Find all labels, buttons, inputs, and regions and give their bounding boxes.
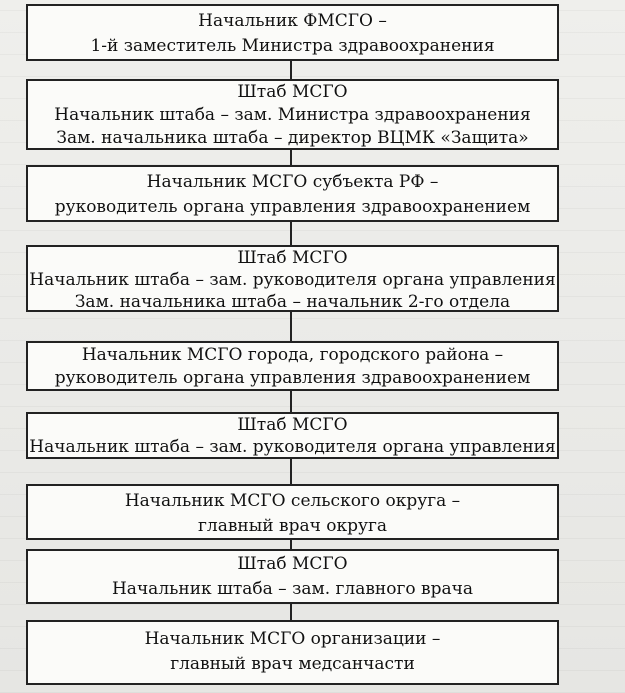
box-line: Начальник МСГО организации –	[144, 629, 441, 649]
connector-7-8	[290, 540, 292, 549]
box-line: Начальник штаба – зам. руководителя органа управления	[29, 437, 556, 457]
connector-3-4	[290, 222, 292, 245]
box-msgo-organization-head	[26, 620, 559, 685]
box-line: Начальник штаба – зам. главного врача	[111, 579, 474, 599]
box-line: Начальник ФМСГО –	[198, 11, 387, 31]
box-line: руководитель органа управления здравоохранением	[54, 368, 531, 388]
box-fmsgo-head	[26, 4, 559, 61]
box-msgo-rural-head	[26, 484, 559, 540]
box-line: Начальник МСГО города, городского района –	[81, 345, 504, 365]
connector-1-2	[290, 61, 292, 79]
connector-4-5	[290, 312, 292, 341]
box-line: главный врач медсанчасти	[170, 654, 415, 674]
box-line: 1-й заместитель Министра здравоохранения	[90, 36, 495, 56]
box-msgo-staff-federal	[26, 79, 559, 150]
box-line: Штаб МСГО	[237, 82, 348, 102]
box-line: Штаб МСГО	[237, 554, 348, 574]
box-line: главный врач округа	[197, 516, 388, 536]
connector-8-9	[290, 604, 292, 620]
box-line: Штаб МСГО	[237, 248, 348, 268]
connector-6-7	[290, 459, 292, 484]
connector-5-6	[290, 391, 292, 412]
box-msgo-staff-city	[26, 412, 559, 459]
box-msgo-city-head	[26, 341, 559, 391]
box-msgo-staff-subject	[26, 245, 559, 312]
box-line: Начальник штаба – зам. Министра здравоохранения	[54, 105, 531, 125]
box-line: Начальник МСГО субъекта РФ –	[146, 172, 439, 192]
box-line: Зам. начальника штаба – директор ВЦМК «Защита»	[56, 128, 529, 148]
box-msgo-staff-rural	[26, 549, 559, 604]
box-line: руководитель органа управления здравоохранением	[54, 197, 531, 217]
box-msgo-subject-head	[26, 165, 559, 222]
box-line: Зам. начальника штаба – начальник 2-го отдела	[74, 292, 511, 312]
box-line: Штаб МСГО	[237, 415, 348, 435]
box-line: Начальник штаба – зам. руководителя органа управления	[29, 270, 556, 290]
connector-2-3	[290, 150, 292, 165]
box-line: Начальник МСГО сельского округа –	[124, 491, 461, 511]
